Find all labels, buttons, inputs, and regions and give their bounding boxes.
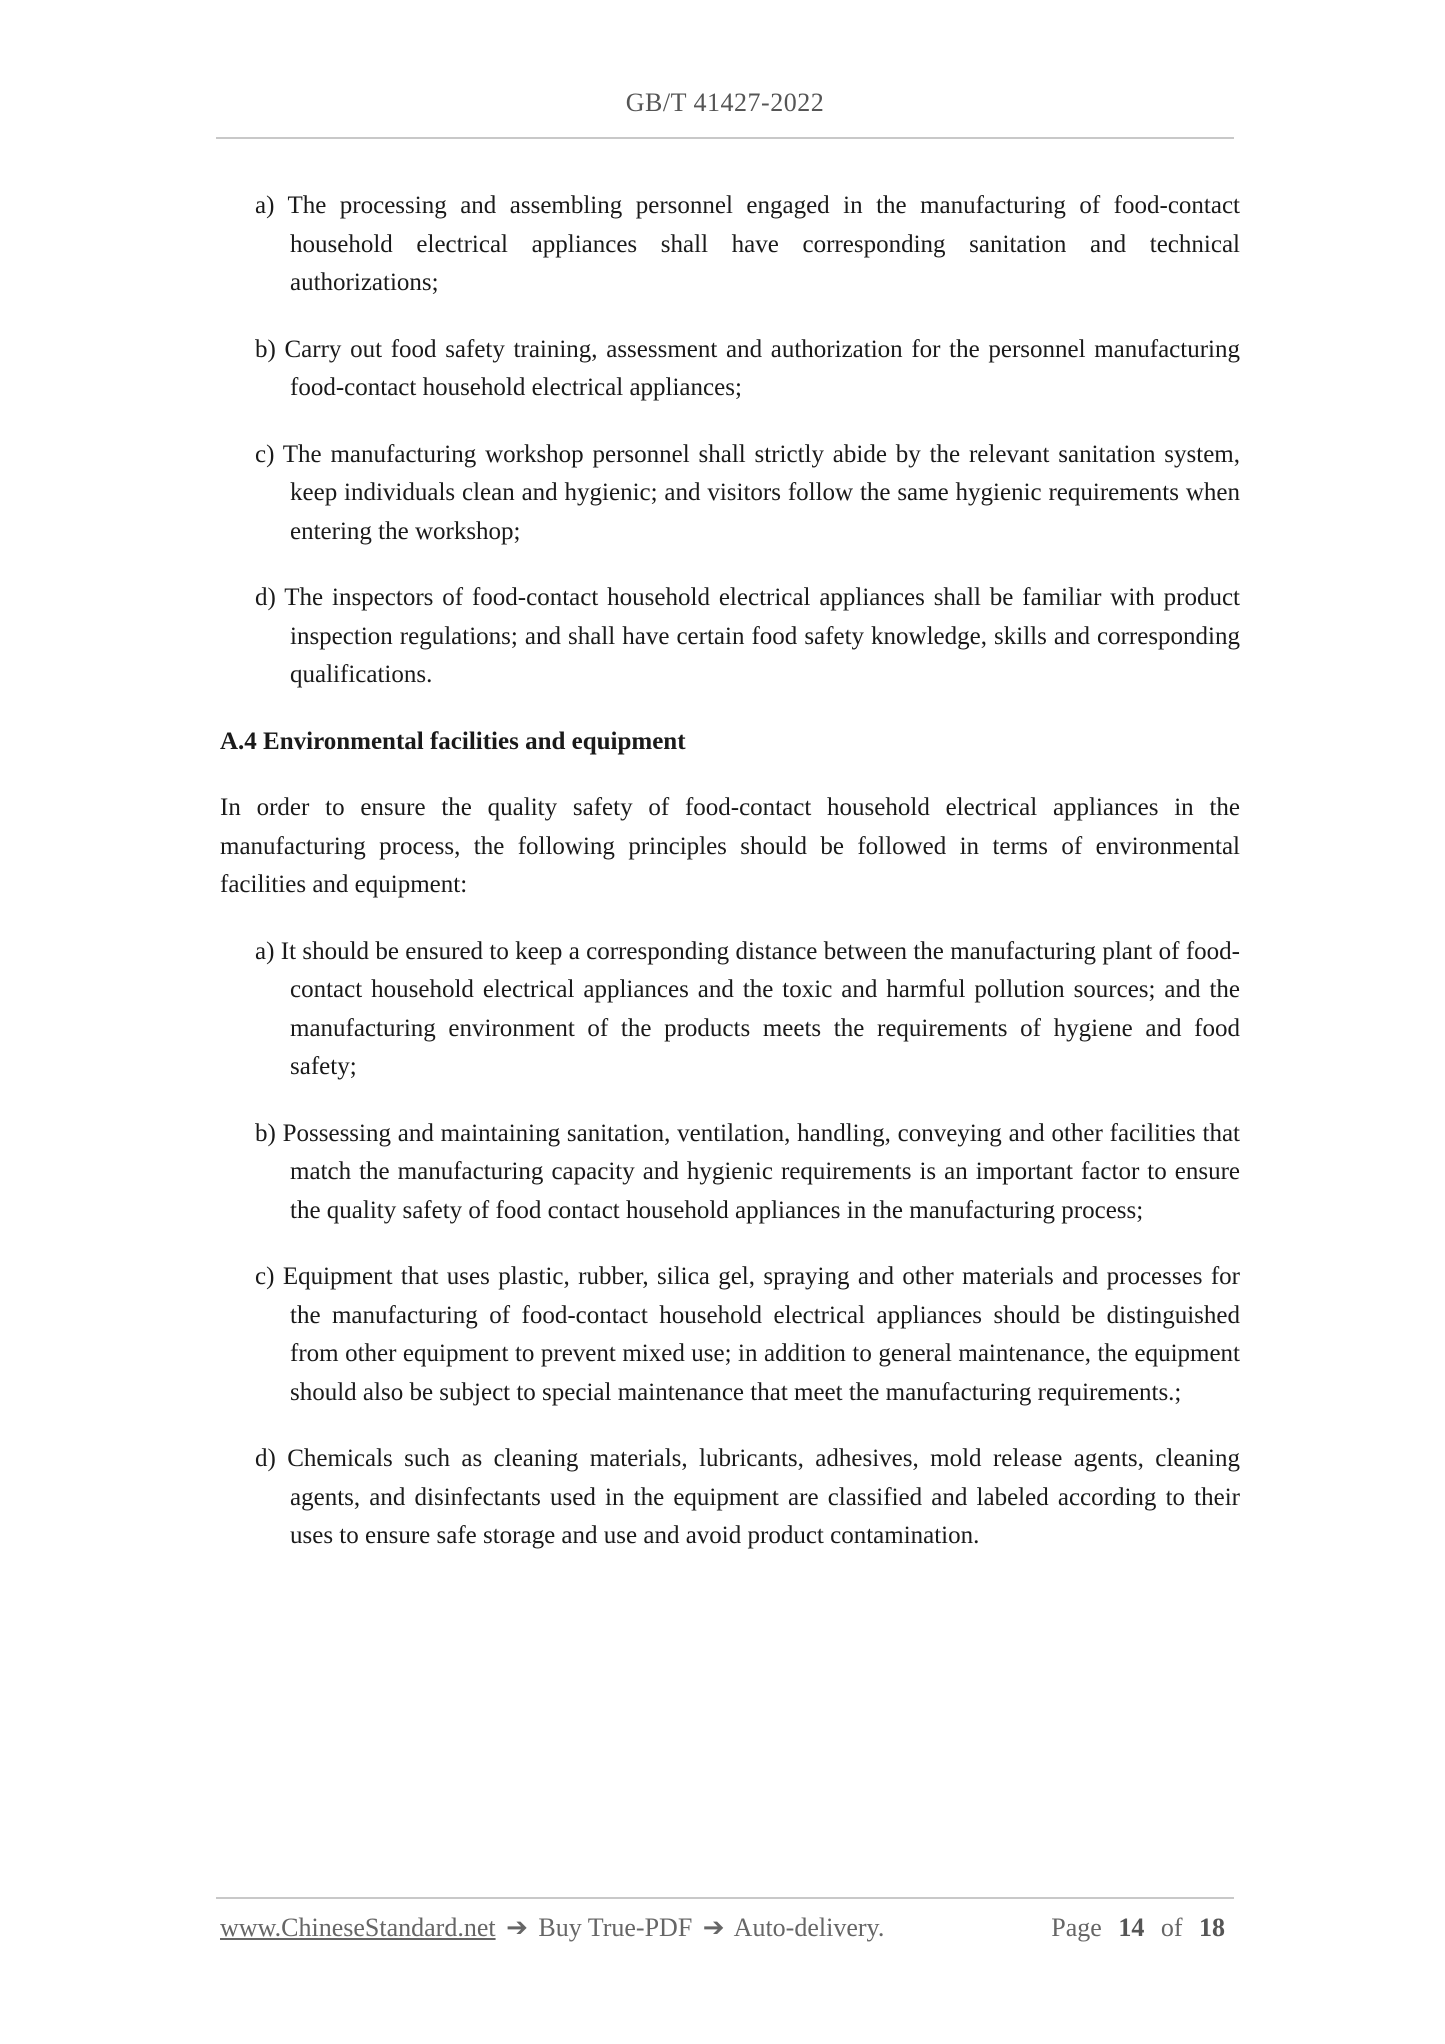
page-total: 18 <box>1199 1913 1225 1942</box>
page-current: 14 <box>1118 1913 1145 1942</box>
site-link[interactable]: www.ChineseStandard.net <box>220 1913 496 1942</box>
footer-promo <box>220 1913 884 1943</box>
header-divider <box>216 137 1234 139</box>
facility-item-a: a) It should be ensured to keep a corresponding distance between the manufacturing plant of food-contact household electrical appliances and the toxic and harmful pollution sources; and the manufacturing environment of the products meets the requirements of hygiene and food safety; <box>255 937 1240 1080</box>
page-label: Page <box>1051 1913 1102 1942</box>
of-label: of <box>1160 1913 1183 1942</box>
personnel-item-c: c) The manufacturing workshop personnel shall strictly abide by the relevant sanitation system, keep individuals clean and hygienic; and visitors follow the same hygienic requirements when entering the workshop; <box>255 440 1240 545</box>
document-header: GB/T 41427-2022 <box>625 88 825 117</box>
facility-item-b: b) Possessing and maintaining sanitation, ventilation, handling, conveying and other facilities that match the manufacturing capacity and hygienic requirements is an important factor to ensure the quality safety of food contact household appliances in the manufacturing process; <box>255 1119 1240 1224</box>
arrow-right-icon: ➔ <box>702 1913 725 1942</box>
page-indicator <box>1046 1913 1230 1943</box>
delivery-text: Auto-delivery. <box>733 1913 885 1942</box>
personnel-item-d: d) The inspectors of food-contact household electrical appliances shall be familiar with product inspection regulations; and shall have certain food safety knowledge, skills and corresponding qualifications. <box>255 584 1240 688</box>
section-heading: A.4 Environmental facilities and equipment <box>220 727 686 755</box>
personnel-item-a: a) The processing and assembling personnel engaged in the manufacturing of food-contact household electrical appliances shall have corresponding sanitation and technical authorizations; <box>255 192 1240 296</box>
page-content <box>220 187 1240 1584</box>
personnel-item-b: b) Carry out food safety training, assessment and authorization for the personnel manufacturing food-contact household electrical appliances; <box>255 335 1240 401</box>
footer-divider <box>216 1897 1234 1899</box>
page-footer <box>220 1913 1230 1943</box>
facility-item-d: d) Chemicals such as cleaning materials, lubricants, adhesives, mold release agents, cleaning agents, and disinfectants used in the equipment are classified and labeled according to their uses to ensure safe storage and use and avoid product contamination. <box>255 1445 1240 1549</box>
facility-item-c: c) Equipment that uses plastic, rubber, silica gel, spraying and other materials and processes for the manufacturing of food-contact household electrical appliances should be distinguished from other equipment to prevent mixed use; in addition to general maintenance, the equipment should also be subject to special maintenance that meet the manufacturing requirements.; <box>255 1263 1240 1406</box>
arrow-right-icon: ➔ <box>506 1913 528 1942</box>
section-intro: In order to ensure the quality safety of food-contact household electrical appliances in the manufacturing process, the following principles should be followed in terms of environmental facilities and equipment: <box>220 794 1240 898</box>
buy-text: Buy True-PDF <box>538 1913 693 1942</box>
